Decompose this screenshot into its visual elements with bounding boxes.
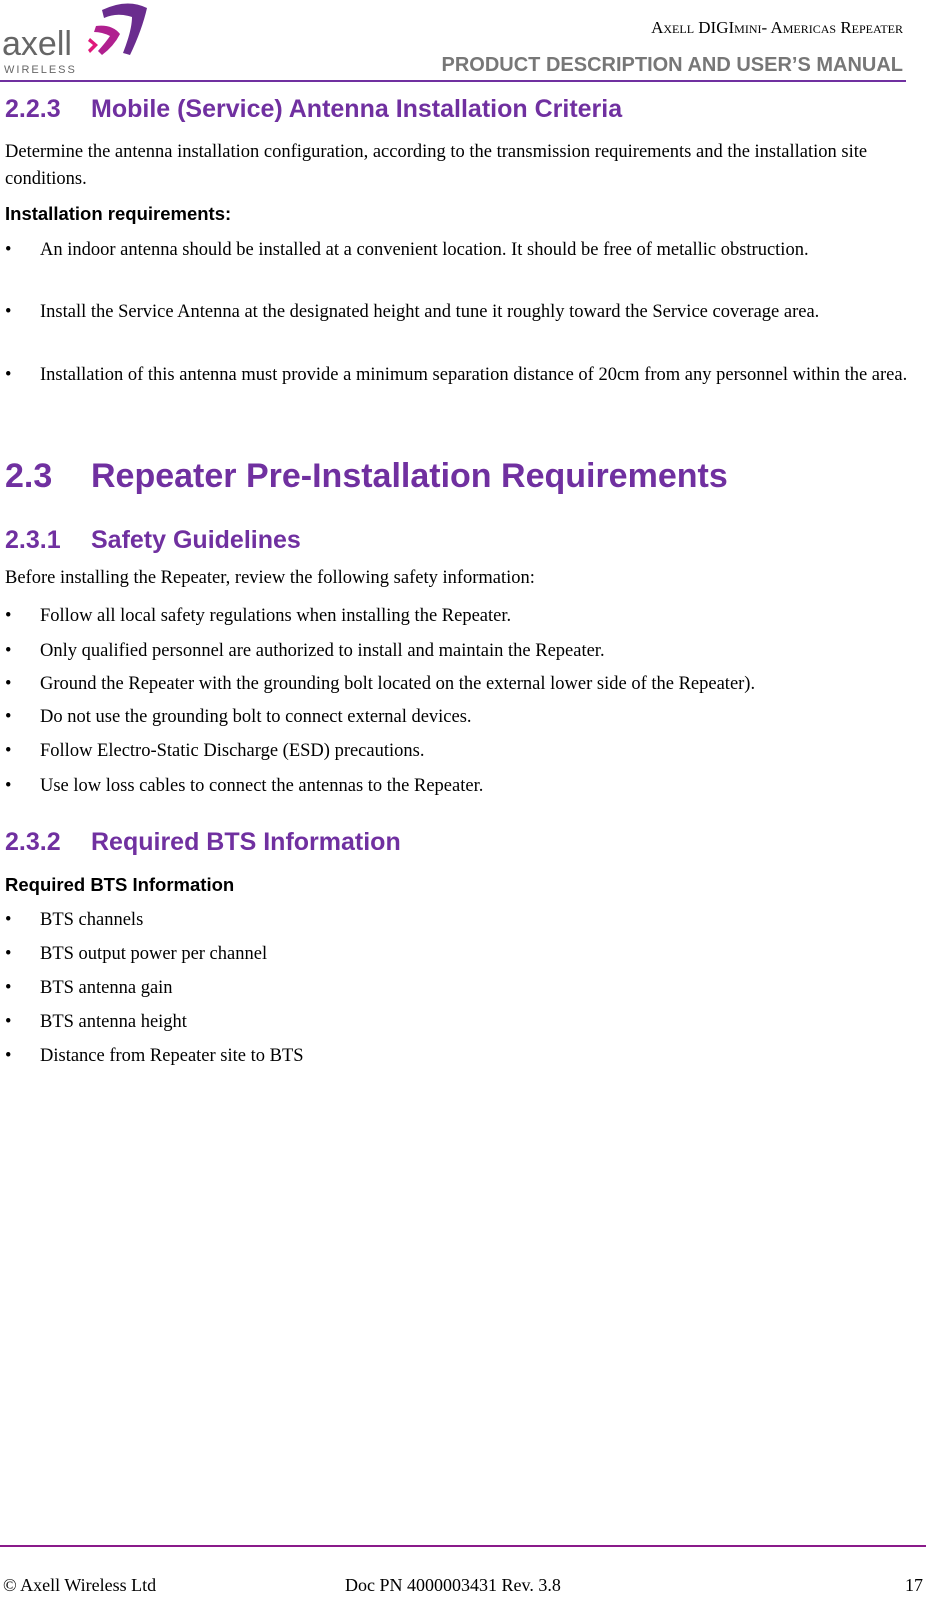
- list-item: • Ground the Repeater with the grounding bolt located on the external lower side of the Repeater).: [5, 674, 756, 694]
- page-number: 17: [905, 1575, 923, 1595]
- svg-text:WIRELESS: WIRELESS: [4, 64, 77, 76]
- list-item: • Follow Electro-Static Discharge (ESD) precautions.: [5, 741, 425, 761]
- section-title: Repeater Pre-Installation Requirements: [91, 457, 728, 495]
- section-title: Mobile (Service) Antenna Installation Criteria: [91, 95, 623, 123]
- section-number: 2.2.3: [5, 95, 61, 123]
- header-title: Axell DIGImini- Americas Repeater: [651, 18, 903, 37]
- label: Required BTS Information: [5, 874, 235, 895]
- list-item-text: Only qualified personnel are authorized to install and maintain the Repeater.: [40, 641, 605, 661]
- list-item-text: Ground the Repeater with the grounding bolt located on the external lower side of the Repeater).: [40, 674, 756, 694]
- list-item: • Distance from Repeater site to BTS: [5, 1046, 304, 1066]
- label: Installation requirements:: [5, 203, 232, 224]
- list-item: • Install the Service Antenna at the designated height and tune it roughly toward the Service coverage area.: [5, 302, 820, 322]
- paragraph: Determine the antenna installation configuration, according to the transmission requirements and the installation site conditions.: [5, 142, 868, 189]
- section-heading-2-3-1: [5, 526, 301, 555]
- list-item-text: BTS channels: [40, 910, 144, 930]
- list-item-text: Do not use the grounding bolt to connect external devices.: [40, 707, 472, 727]
- list-item-text: BTS antenna gain: [40, 978, 173, 998]
- header-subtitle: PRODUCT DESCRIPTION AND USER’S MANUAL: [441, 54, 903, 76]
- list-item: • BTS output power per channel: [5, 944, 268, 964]
- paragraph: Before installing the Repeater, review the following safety information:: [5, 568, 535, 588]
- section-heading-2-3-2: [5, 828, 401, 857]
- list-item: • Use low loss cables to connect the antennas to the Repeater.: [5, 776, 484, 796]
- footer-divider: [0, 1545, 926, 1547]
- section-title: Required BTS Information: [91, 828, 401, 856]
- list-item: • Installation of this antenna must provide a minimum separation distance of 20cm from any personnel within the area.: [5, 365, 908, 385]
- logo: [2, 0, 152, 78]
- footer-copyright: © Axell Wireless Ltd: [3, 1575, 157, 1595]
- list-item: • BTS channels: [5, 910, 144, 930]
- list-item-text: Use low loss cables to connect the antennas to the Repeater.: [40, 776, 484, 796]
- list-item-text: BTS output power per channel: [40, 944, 268, 964]
- list-item-text: Distance from Repeater site to BTS: [40, 1046, 304, 1066]
- list-item: • Only qualified personnel are authorized to install and maintain the Repeater.: [5, 641, 605, 661]
- list-item-text: Follow Electro-Static Discharge (ESD) precautions.: [40, 741, 425, 761]
- list-item-text: BTS antenna height: [40, 1012, 187, 1032]
- header-divider: [0, 80, 906, 82]
- footer-doc-number: Doc PN 4000003431 Rev. 3.8: [345, 1575, 561, 1595]
- list-item: • An indoor antenna should be installed at a convenient location. It should be free of metallic obstruction.: [5, 240, 809, 260]
- list-item-text: Install the Service Antenna at the designated height and tune it roughly toward the Service coverage area.: [40, 302, 820, 322]
- section-number: 2.3: [5, 457, 53, 495]
- list-item: • BTS antenna gain: [5, 978, 173, 998]
- list-item: • Follow all local safety regulations when installing the Repeater.: [5, 606, 512, 626]
- section-heading-2-3: [5, 457, 728, 496]
- section-heading-2-2-3: [5, 95, 622, 124]
- list-item-text: Installation of this antenna must provide a minimum separation distance of 20cm from any personnel within the area.: [40, 365, 908, 385]
- section-title: Safety Guidelines: [91, 526, 301, 554]
- section-number: 2.3.1: [5, 526, 61, 554]
- list-item-text: Follow all local safety regulations when installing the Repeater.: [40, 606, 512, 626]
- list-item: • BTS antenna height: [5, 1012, 187, 1032]
- svg-text:axell: axell: [2, 25, 72, 63]
- list-item: • Do not use the grounding bolt to connect external devices.: [5, 707, 472, 727]
- section-number: 2.3.2: [5, 828, 61, 856]
- list-item-text: An indoor antenna should be installed at a convenient location. It should be free of metallic obstruction.: [40, 240, 809, 260]
